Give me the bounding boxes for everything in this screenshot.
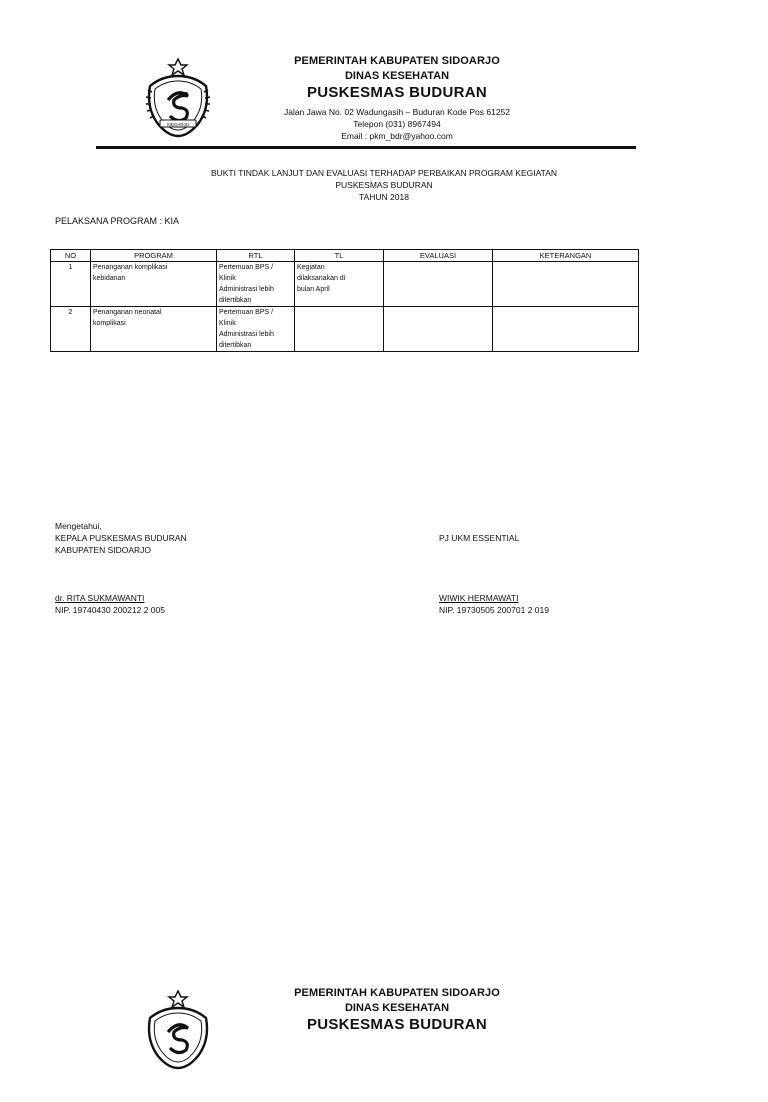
acknowledged-label: Mengetahui, [55,521,102,531]
table-row [51,307,639,352]
rtl-line: Pertemuan BPS / [219,309,274,316]
institution-name: PUSKESMAS BUDURAN [306,84,488,101]
row-evaluasi [384,307,493,352]
table-row [51,262,639,307]
rtl-line: ditertibkan [219,342,252,349]
rtl-line: Klinik [219,320,236,327]
title-line-1: BUKTI TINDAK LANJUT DAN EVALUASI TERHADAP PERBAIKAN PROGRAM KEGIATAN [210,168,558,178]
row-program [91,262,217,307]
rtl-line: Administrasi lebih [219,286,274,293]
follow-up-table [50,249,639,352]
institution-name: PUSKESMAS BUDURAN [306,1016,488,1033]
government-name: PEMERINTAH KABUPATEN SIDOARJO [294,987,500,999]
rtl-line: Administrasi lebih [219,331,274,338]
left-signatory-name: dr. RITA SUKMAWANTI [55,593,145,603]
row-tl [295,307,384,352]
program-line: Penanganan komplikasi [93,264,168,271]
left-signatory-nip: NIP. 19740430 200212 2 005 [55,605,165,615]
program-executor: PELAKSANA PROGRAM : KIA [55,216,180,226]
government-name: PEMERINTAH KABUPATEN SIDOARJO [294,55,500,67]
left-role-1: KEPALA PUSKESMAS BUDURAN [55,533,187,543]
department-name: DINAS KESEHATAN [344,1002,450,1014]
rtl-line: Pertemuan BPS / [219,264,274,271]
signature-right-name-block [439,592,549,616]
address: Jalan Jawa No. 02 Wadungasih – Buduran Kode Pos 61252 [283,107,511,117]
rtl-line: Klinik [219,275,236,282]
tl-line: bulan April [297,286,330,293]
phone: Telepon (031) 8967494 [353,119,441,129]
program-line: Penanganan neonatal [93,309,162,316]
title-line-2: PUSKESMAS BUDURAN [335,180,433,190]
header-program: PROGRAM [91,250,217,262]
table-header-row [51,250,639,262]
sidoarjo-emblem-logo [140,988,216,1072]
header-rtl: RTL [217,250,295,262]
row-evaluasi [384,262,493,307]
email: Email : pkm_bdr@yahoo.com [341,131,453,141]
tl-line: dilaksanakan di [297,275,346,282]
header-evaluasi: EVALUASI [384,250,493,262]
header-divider [96,146,636,149]
header-tl: TL [295,250,384,262]
header-no: NO [51,250,91,262]
row-rtl [217,262,295,307]
signature-right [439,532,519,544]
row-keterangan [493,307,639,352]
signature-left [55,520,187,556]
row-rtl [217,307,295,352]
letterhead-next-page [0,982,768,1102]
row-tl [295,262,384,307]
letterhead [0,50,768,170]
left-role-2: KABUPATEN SIDOARJO [55,545,152,555]
title-line-3: TAHUN 2018 [359,192,409,202]
right-signatory-nip: NIP. 19730505 200701 2 019 [439,605,549,615]
signature-left-name-block [55,592,165,616]
right-role: PJ UKM ESSENTIAL [439,533,520,543]
program-line: komplikasi [93,320,126,327]
tl-line: Kegiatan [297,264,325,271]
header-keterangan: KETERANGAN [493,250,639,262]
sidoarjo-emblem-logo [140,56,216,140]
row-program [91,307,217,352]
program-line: kebidanan [93,275,126,282]
row-keterangan [493,262,639,307]
right-signatory-name: WIWIK HERMAWATI [439,593,519,603]
department-name: DINAS KESEHATAN [344,70,450,82]
logo-text: SIDOARJO [166,121,190,127]
rtl-line: ditertibkan [219,297,252,304]
document-title [150,167,618,203]
row-no: 1 [51,262,91,307]
row-no: 2 [51,307,91,352]
